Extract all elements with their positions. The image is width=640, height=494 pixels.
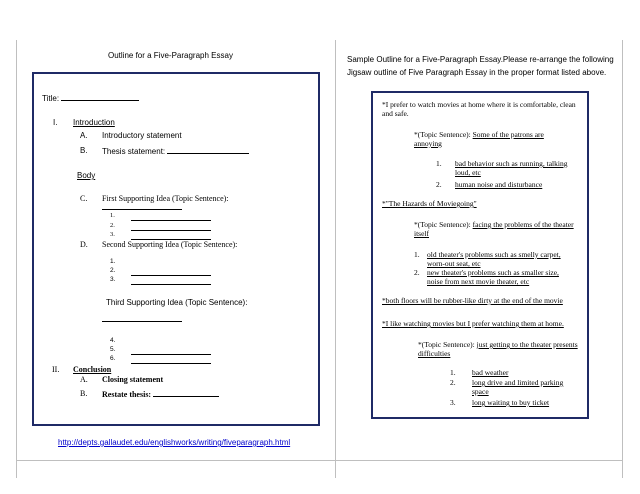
- nums-a-3: 3.: [110, 231, 115, 238]
- list3-t3: long waiting to buy ticket: [472, 398, 550, 407]
- conclusion-b-row: [102, 389, 219, 400]
- list1-n2: 2.: [436, 180, 442, 189]
- nums-c-5-blank[interactable]: [131, 347, 211, 355]
- nums-b-3: 3.: [110, 276, 116, 283]
- idea1-blank[interactable]: [102, 202, 182, 210]
- intro-item-b-row: [102, 146, 249, 157]
- title-row: [42, 93, 139, 104]
- page-border-right: [622, 40, 623, 478]
- title-blank[interactable]: [61, 93, 139, 101]
- list2-t1: old theater's problems such as smelly carpet, worn-out seat, etc: [427, 250, 561, 268]
- right-heading-line1: Sample Outline for a Five-Paragraph Essay.Please re-arrange the following: [347, 55, 614, 64]
- p1: *I prefer to watch movies at home where it is comfortable, clean and safe.: [382, 100, 576, 118]
- body-label: Body: [77, 171, 96, 180]
- idea3-text: Third Supporting Idea (Topic Sentence):: [106, 298, 248, 307]
- ts2-text: facing the problems of the theater itself: [414, 220, 574, 238]
- right-heading-line2: Jigsaw outline of Five Paragraph Essay in the proper format listed above.: [347, 68, 607, 77]
- list2-t2: new theater's problems such as smaller size, noise from next movie theater, etc: [427, 268, 559, 286]
- ts2: [414, 220, 584, 238]
- list3-t1: bad weather: [472, 368, 509, 377]
- nums-c-6: 6.: [110, 355, 116, 362]
- p-floors: *both floors will be rubber-like dirty at the end of the movie: [382, 296, 563, 305]
- list3-n2: 2.: [450, 378, 456, 387]
- source-link[interactable]: http://depts.gallaudet.edu/englishworks/writing/fiveparagraph.html: [58, 438, 291, 447]
- hazards: *"The Hazards of Moviegoing": [382, 199, 477, 208]
- conclusion-a-text: Closing statement: [102, 375, 164, 384]
- page-border-left: [16, 40, 17, 478]
- ts3-text: just getting to the theater presents difficulties: [418, 340, 578, 358]
- ts3: [418, 340, 578, 358]
- nums-b-2-blank[interactable]: [131, 268, 211, 276]
- left-heading: Outline for a Five-Paragraph Essay: [108, 51, 233, 60]
- nums-c-4: 4.: [110, 337, 116, 344]
- intro-item-b-mark: B.: [80, 146, 88, 155]
- idea3-blank[interactable]: [102, 314, 182, 322]
- list3-n3: 3.: [450, 398, 456, 407]
- list2-n2: 2.: [414, 268, 420, 277]
- intro-item-b-text: Thesis statement:: [102, 147, 166, 156]
- list1-t2: human noise and disturbance: [455, 180, 543, 189]
- list1-n1: 1.: [436, 159, 442, 168]
- intro-label: Introduction: [73, 118, 115, 127]
- nums-c-6-blank[interactable]: [131, 356, 211, 364]
- list3-n1: 1.: [450, 368, 456, 377]
- list2-n1: 1.: [414, 250, 420, 259]
- ts1: [414, 130, 564, 148]
- intro-item-a-text: Introductory statement: [102, 131, 182, 140]
- thesis-blank[interactable]: [167, 146, 249, 154]
- nums-b-1: 1.: [110, 258, 116, 265]
- ts3-prefix: *(Topic Sentence):: [418, 340, 475, 349]
- list1-t1: bad behavior such as running, talking loud, etc: [455, 159, 568, 177]
- idea1-mark: C.: [80, 194, 88, 203]
- nums-a-2: 2.: [110, 222, 115, 229]
- conclusion-label: Conclusion: [73, 365, 112, 374]
- conclusion-b-mark: B.: [80, 389, 88, 398]
- p-like: *I like watching movies but I prefer watching them at home.: [382, 319, 564, 328]
- list3-t2: long drive and limited parking space: [472, 378, 564, 396]
- nums-a-1: 1.: [110, 212, 115, 219]
- nums-b-2: 2.: [110, 267, 116, 274]
- nums-a-1-blank[interactable]: [131, 213, 211, 221]
- idea2-mark: D.: [80, 240, 88, 249]
- ts1-prefix: *(Topic Sentence):: [414, 130, 471, 139]
- nums-b-3-blank[interactable]: [131, 277, 211, 285]
- conclusion-roman: II.: [52, 365, 60, 374]
- ts2-prefix: *(Topic Sentence):: [414, 220, 471, 229]
- page-divider: [335, 40, 336, 478]
- nums-a-3-blank[interactable]: [131, 232, 211, 240]
- ts1-text: Some of the patrons are annoying: [414, 130, 544, 148]
- page-border-bottom: [16, 460, 623, 461]
- intro-roman: I.: [53, 118, 58, 127]
- conclusion-a-mark: A.: [80, 375, 88, 384]
- idea2-text: Second Supporting Idea (Topic Sentence):: [102, 240, 238, 249]
- restate-blank[interactable]: [153, 389, 219, 397]
- nums-a-2-blank[interactable]: [131, 223, 211, 231]
- nums-c-5: 5.: [110, 346, 116, 353]
- idea1-text: First Supporting Idea (Topic Sentence):: [102, 194, 229, 203]
- title-label: Title:: [42, 94, 60, 103]
- intro-item-a-mark: A.: [80, 131, 88, 140]
- conclusion-b-text: Restate thesis:: [102, 390, 152, 399]
